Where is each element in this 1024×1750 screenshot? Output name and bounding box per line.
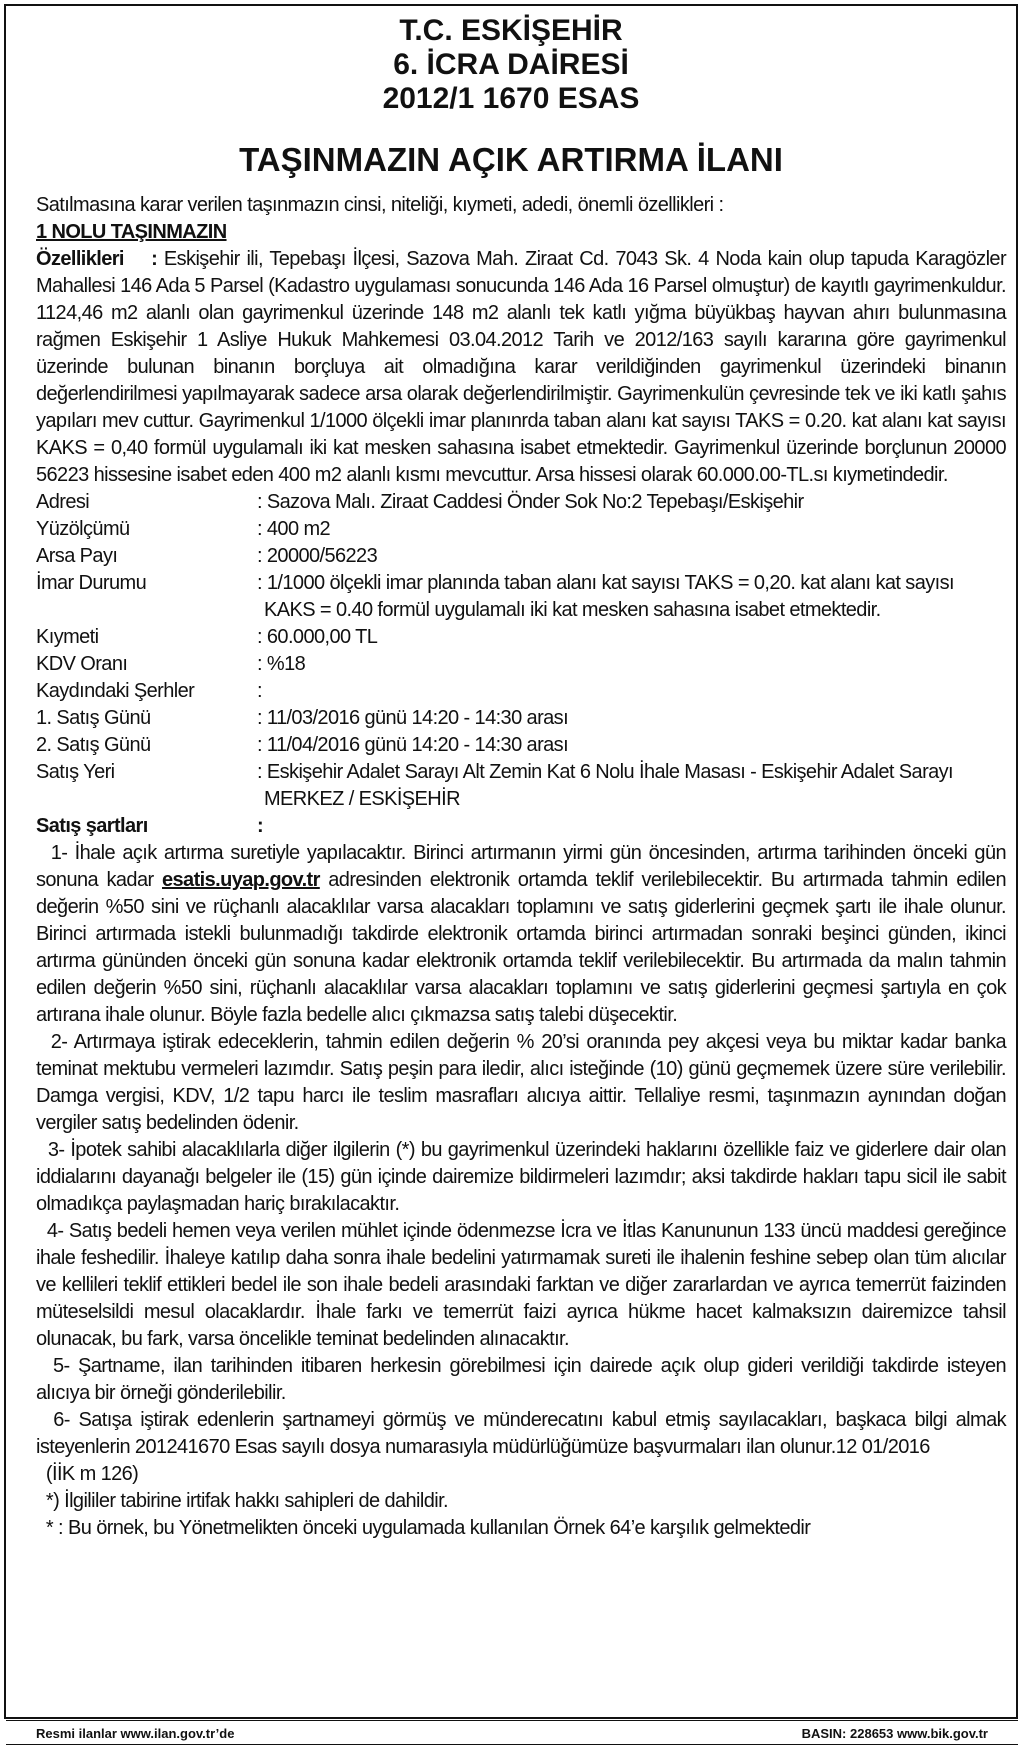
footer: [6, 1722, 1018, 1745]
detail-row: [36, 624, 1006, 651]
detail-label: KDV Oranı: [36, 653, 128, 675]
condition-6-text: 6- Satışa iştirak edenlerin şartnameyi görmüş ve münderecatını kabul etmiş sayılacakları, başkaca bilgi almak isteyenlerin 201241670 Esas sayılı dosya numarasıyla müdürlüğümüze başvurmaları ilan olunur.12 01/2016: [36, 1409, 1007, 1458]
detail-label: Kaydındaki Şerhler: [36, 680, 195, 702]
detail-label: 1. Satış Günü: [36, 707, 151, 729]
intro-text: Satılmasına karar verilen taşınmazın cinsi, niteliği, kıymeti, adedi, önemli özellikleri :: [36, 194, 724, 216]
features-text: Eskişehir ili, Tepebaşı İlçesi, Sazova Mah. Ziraat Cd. 7043 Sk. 4 Noda kain olup tapuda Karagözler Mahallesi 146 Ada 5 Parsel (Kadastro uygulaması sonucunda 146 Ada 16 Parsel olmuştur) de kayıtlı gayrimenkuldur. 1124,46 m2 alanlı olan gayrimenkul üzerinde 148 m2 alanlı tek katlı yığma büyükbaş hayvan ahırı bulunmasına rağmen Eskişehir 1 Asliye Hukuk Mahkemesi 03.04.2012 Tarih ve 2012/163 sayılı kararına göre gayrimenkul üzerinde bulunan binanın borçluya ait olmadığına karar verildiğinden gayrimenkul üzerindeki binanın değerlendirilmesi yapılmayarak sadece arsa olarak değerlendirilmiştir. Gayrimenkulün çevresinde tek ve iki katlı şahıs yapıları mev cuttur. Gayrimenkul 1/1000 ölçekli imar planınrda taban alanı kat sayısı TAKS = 0.20. kat alanı kat sayısı KAKS = 0,40 formül uygulamalı iki kat mesken sahasına isabet etmektedir. Gayrimenkul üzerinde borçlunun 20000 56223 hissesine isabet eden 400 m2 alanlı kısmı mevcuttur. Arsa hissesi olarak 60.000.00-TL.sı kıymetindedir.: [36, 248, 1007, 486]
law-reference-text: (İİK m 126): [45, 1463, 139, 1485]
detail-value: : 400 m2: [257, 518, 331, 540]
detail-value: : Sazova Malı. Ziraat Caddesi Önder Sok No:2 Tepebaşı/Eskişehir: [257, 491, 804, 513]
features-label: Özellikleri: [36, 248, 124, 270]
law-reference: [36, 1461, 1006, 1488]
condition-1-text-a: 1- İhale açık artırma suretiyle yapılacaktır. Birinci artırmanın yirmi gün öncesinden, artırma tarihinden önceki gün sonuna kadar: [36, 842, 1006, 891]
detail-value: : 60.000,00 TL: [257, 626, 378, 648]
detail-label: Kıymeti: [36, 626, 99, 648]
property-section-title: 1 NOLU TAŞINMAZIN: [36, 221, 227, 243]
detail-value: : 11/04/2016 günü 14:20 - 14:30 arası: [257, 734, 569, 756]
detail-row: [36, 759, 1006, 813]
footnote-2-text: * : Bu örnek, bu Yönetmelikten önceki uygulamada kullanılan Örnek 64’e karşılık gelmektedir: [45, 1517, 811, 1539]
detail-value: :: [257, 680, 262, 702]
detail-row: [36, 705, 1006, 732]
condition-5-text: 5- Şartname, ilan tarihinden itibaren herkesin görebilmesi için dairede açık olup gideri verildiği takdirde isteyen alıcıya bir örneği gönderilebilir.: [36, 1355, 1006, 1404]
detail-value: : 1/1000 ölçekli imar planında taban alanı kat sayısı TAKS = 0,20. kat alanı kat sayısı KAKS = 0.40 formül uygulamalı iki kat mesken sahasına isabet etmektedir.: [257, 572, 954, 621]
condition-2-text: 2- Artırmaya iştirak edeceklerin, tahmin edilen değerin % 20’si oranında pey akçesi veya bu miktar kadar banka teminat mektubu vermeleri lazımdır. Satış peşin para iledir, alıcı isteğinde (10) günü geçmemek üzere süre verilebilir. Damga vergisi, KDV, 1/2 tapu harcı ile teslim masrafları alıcıya aittir. Tellaliye resmi, taşınmazın aynından doğan vergiler satış bedelinden ödenir.: [36, 1031, 1006, 1134]
detail-row: [36, 732, 1006, 759]
detail-value: : 20000/56223: [257, 545, 378, 567]
property-details: [36, 489, 1006, 813]
detail-label: Adresi: [36, 491, 90, 513]
detail-label: Arsa Payı: [36, 545, 118, 567]
detail-value: : %18: [257, 653, 306, 675]
condition-2: [36, 1029, 1006, 1137]
esatis-link[interactable]: esatis.uyap.gov.tr: [162, 869, 320, 891]
condition-4: [36, 1218, 1006, 1353]
condition-3-text: 3- İpotek sahibi alacaklılarla diğer ilgilerin (*) bu gayrimenkul üzerindeki haklarını özellikle faiz ve giderlere dair olan iddialarını dayanağı belgeler ile (15) gün içinde dairemize bildirmeleri lazımdır; aksi takdirde hakları tapu sicil ile sabit olmadıkça paylaşmadan hariç bırakılacaktır.: [36, 1139, 1006, 1215]
notice-header: [16, 14, 1006, 180]
conditions-heading: [36, 813, 1006, 840]
features-paragraph: [36, 246, 1006, 489]
court-city: T.C. ESKİŞEHİR: [399, 14, 623, 47]
footnote-2: [36, 1515, 1006, 1542]
footer-right-text: BASIN: 228653 www.bik.gov.tr: [801, 1726, 988, 1741]
footer-left-text: Resmi ilanlar www.ilan.gov.tr’de: [36, 1726, 235, 1741]
case-number: 2012/1 1670 ESAS: [382, 82, 640, 115]
detail-row: [36, 516, 1006, 543]
features-colon: :: [151, 248, 158, 270]
condition-4-text: 4- Satış bedeli hemen veya verilen mühlet içinde ödenmezse İcra ve İtlas Kanununun 133 üncü maddesi gereğince ihale feshedilir. İhaleye katılıp daha sonra ihale bedelini yatırmamak sureti ile ihalenin feshine sebep olan tüm alıcılar ve kellileri teklif ettikleri bedel ile son ihale bedeli arasındaki farktan ve diğer zararlardan ve ayrıca temerrüt faizinden müteselsildi mesul olacaklardır. İhale farkı ve temerrüt faizi ayrıca hükme hacet kalmaksızın dairemizce tahsil olunacak, bu fark, varsa öncelikle teminat bedelinden alınacaktır.: [36, 1220, 1006, 1350]
detail-row: [36, 543, 1006, 570]
footnote-1: [36, 1488, 1006, 1515]
condition-1: [36, 840, 1006, 1029]
condition-1-text-b: adresinden elektronik ortamda teklif verilebilecektir. Bu artırmada tahmin edilen değerin %50 sini ve rüçhanlı alacaklılar varsa alacakları toplamını ve satış giderlerini geçmek şartı ile ihale olunur. Birinci artırmada istekli bulunmadığı takdirde elektronik ortamda birinci artırmadan sonraki beşinci günden, ikinci artırma gününden önceki gün sonuna kadar elektronik ortamda teklif verilebilecektir. Bu artırmada da malın tahmin edilen değerin %50 sini, rüçhanlı alacaklılar varsa alacakları toplamını ve satış giderlerini geçmesi şartıyla en çok artırana ihale olunur. Böyle fazla bedelle alıcı çıkmazsa satış talebi düşecektir.: [36, 869, 1006, 1026]
detail-label: Yüzölçümü: [36, 518, 130, 540]
notice-document: [36, 14, 1006, 1542]
detail-row: [36, 570, 1006, 624]
condition-6: [36, 1407, 1006, 1461]
footnote-1-text: *) İlgililer tabirine irtifak hakkı sahipleri de dahildir.: [45, 1490, 448, 1512]
detail-label: 2. Satış Günü: [36, 734, 151, 756]
detail-row: [36, 678, 1006, 705]
conditions-colon: :: [257, 815, 264, 837]
notice-title: TAŞINMAZIN AÇIK ARTIRMA İLANI: [239, 141, 783, 178]
conditions-label: Satış şartları: [36, 815, 148, 837]
condition-3: [36, 1137, 1006, 1218]
detail-value: : Eskişehir Adalet Sarayı Alt Zemin Kat 6 Nolu İhale Masası - Eskişehir Adalet Sarayı MERKEZ / ESKİŞEHİR: [257, 761, 954, 810]
court-office: 6. İCRA DAİRESİ: [393, 48, 629, 81]
detail-row: [36, 651, 1006, 678]
detail-value: : 11/03/2016 günü 14:20 - 14:30 arası: [257, 707, 569, 729]
detail-label: Satış Yeri: [36, 761, 115, 783]
detail-label: İmar Durumu: [36, 572, 147, 594]
condition-5: [36, 1353, 1006, 1407]
detail-row: [36, 489, 1006, 516]
footer-divider: [6, 1720, 1018, 1721]
